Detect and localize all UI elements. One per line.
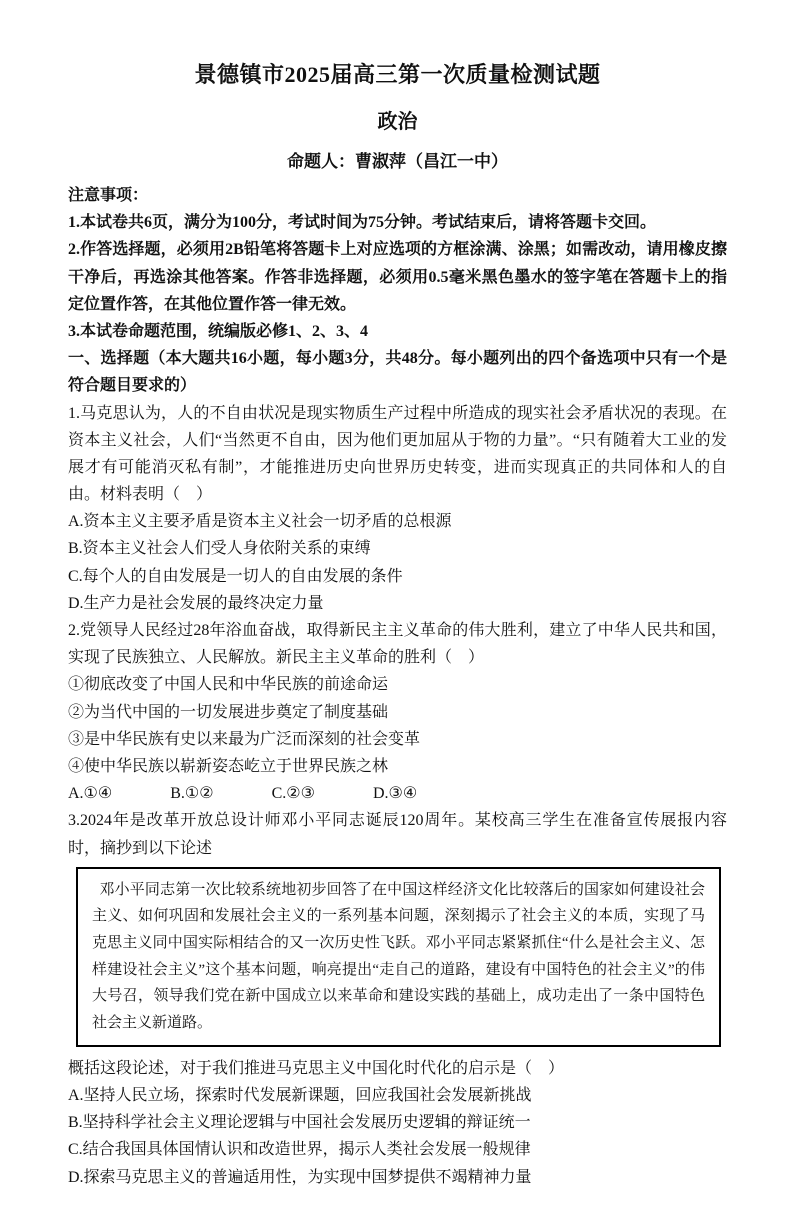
question-3-quote-box: 邓小平同志第一次比较系统地初步回答了在中国这样经济文化比较落后的国家如何建设社会主义、如何巩固和发展社会主义的一系列基本问题，深刻揭示了社会主义的本质，实现了马克思主义同中国实际相结合的又一次历史性飞跃。邓小平同志紧紧抓住“什么是社会主义、怎样建设社会主义”这个基本问题，响亮提出“走自己的道路，建设有中国特色的社会主义”的伟大号召，领导我们党在新中国成立以来革命和建设实践的基础上，成功走出了一条中国特色社会主义新道路。 bbox=[76, 867, 721, 1047]
question-3-option-a: A.坚持人民立场，探索时代发展新课题，回应我国社会发展新挑战 bbox=[68, 1087, 532, 1104]
question-3-option-b: B.坚持科学社会主义理论逻辑与中国社会发展历史逻辑的辩证统一 bbox=[68, 1114, 531, 1132]
question-2-answer-choices bbox=[68, 780, 727, 807]
question-2 bbox=[68, 617, 727, 807]
question-3-option-d: D.探索马克思主义的普遍适用性，为实现中国梦提供不竭精神力量 bbox=[68, 1168, 532, 1186]
section-heading: 一、选择题（本大题共16小题，每小题3分，共48分。每小题列出的四个备选项中只有一个是符合题目要求的） bbox=[68, 350, 727, 395]
question-2-answer-a: A.①④ bbox=[68, 785, 113, 803]
question-3-question: 概括这段论述，对于我们推进马克思主义中国化时代化的启示是（ ） bbox=[68, 1059, 565, 1077]
question-2-answer-d: D.③④ bbox=[372, 785, 418, 803]
question-3-option-c: C.结合我国具体国情认识和改造世界，揭示人类社会发展一般规律 bbox=[68, 1141, 531, 1159]
question-1 bbox=[68, 400, 727, 618]
notice-item-1: 1.本试卷共6页，满分为100分，考试时间为75分钟。考试结束后，请将答题卡交回。 bbox=[68, 214, 657, 232]
question-2-stem: 2.党领导人民经过28年浴血奋战，取得新民主主义革命的伟大胜利，建立了中华人民共和国，实现了民族独立、人民解放。新民主主义革命的胜利（ ） bbox=[68, 622, 727, 667]
question-3-intro: 3.2024年是改革开放总设计师邓小平同志诞辰120周年。某校高三学生在准备宣传展报内容时，摘抄到以下论述 bbox=[68, 812, 727, 857]
notice-item-3: 3.本试卷命题范围，统编版必修1、2、3、4 bbox=[68, 322, 369, 340]
question-2-statement-2: ②为当代中国的一切发展进步奠定了制度基础 bbox=[68, 703, 389, 721]
paper-title: 景德镇市2025届高三第一次质量检测试题 bbox=[194, 62, 601, 87]
question-1-stem: 1.马克思认为，人的不自由状况是现实物质生产过程中所造成的现实社会矛盾状况的表现。在资本主义社会，人们“当然更不自由，因为他们更加屈从于物的力量”。“只有随着大工业的发展才有可能消灭私有制”，才能推进历史向世界历史转变，进而实现真正的共同体和人的自由。材料表明（ ） bbox=[68, 404, 727, 504]
question-2-answer-b: B.①② bbox=[170, 785, 214, 803]
question-1-option-b: B.资本主义社会人们受人身依附关系的束缚 bbox=[68, 540, 371, 558]
question-3 bbox=[68, 807, 727, 1190]
question-1-option-a: A.资本主义主要矛盾是资本主义社会一切矛盾的总根源 bbox=[68, 513, 452, 531]
paper-subject: 政治 bbox=[377, 111, 418, 133]
question-1-option-c: C.每个人的自由发展是一切人的自由发展的条件 bbox=[68, 567, 403, 585]
question-2-statement-4: ④使中华民族以崭新姿态屹立于世界民族之林 bbox=[68, 757, 389, 775]
examiner-line: 命题人：曹淑萍（昌江一中） bbox=[287, 152, 508, 171]
notice-item-2: 2.作答选择题，必须用2B铅笔将答题卡上对应选项的方框涂满、涂黑；如需改动，请用橡皮擦干净后，再选涂其他答案。作答非选择题，必须用0.5毫米黑色墨水的签字笔在答题卡上的指定位置作答，在其他位置作答一律无效。 bbox=[68, 241, 727, 313]
question-2-statement-1: ①彻底改变了中国人民和中华民族的前途命运 bbox=[68, 676, 389, 694]
notice-heading: 注意事项： bbox=[68, 187, 149, 204]
question-2-statement-3: ③是中华民族有史以来最为广泛而深刻的社会变革 bbox=[68, 730, 421, 748]
question-1-option-d: D.生产力是社会发展的最终决定力量 bbox=[68, 594, 324, 612]
question-2-answer-c: C.②③ bbox=[271, 785, 315, 803]
